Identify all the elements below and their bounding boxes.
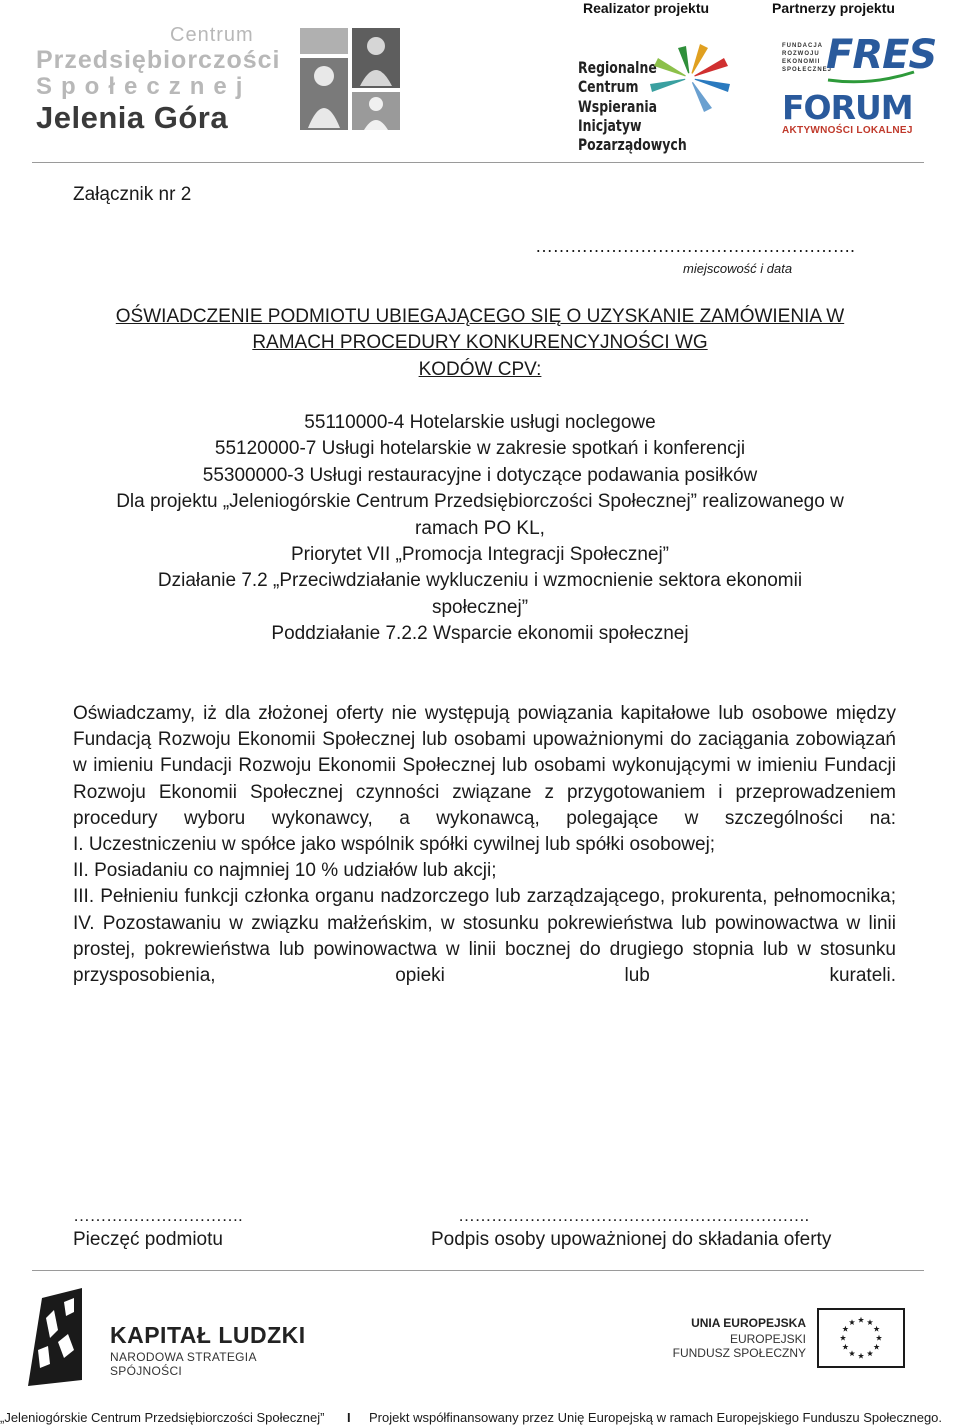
cps-logo-line2: Przedsiębiorczości: [36, 46, 281, 74]
statement-paragraph: Oświadczamy, iż dla złożonej oferty nie występują powiązania kapitałowe lub osobowe między Fundacją Rozwoju Ekonomii Społecznej lub osobami upoważnionymi do zaciągania zobowiązań w imieniu Fundacji Rozwoju Ekonomii Społecznej lub osobami wykonującymi w imieniu Fundacji Rozwoju Ekonomii Społecznej czynności związane z przygotowaniem i przeprowadzeniem procedury wyboru wykonawcy, a wykonawcą, polegające w szczególności na:: [73, 703, 896, 829]
place-date-label: miejscowość i data: [683, 261, 793, 276]
footer-separator: I: [347, 1410, 351, 1425]
statement-block: [73, 701, 896, 989]
fres-big: FRES: [826, 32, 937, 78]
cps-logo-line3: Społecznej: [36, 73, 252, 100]
fres-logo: [782, 32, 937, 88]
cps-logo-line1: Centrum: [170, 24, 254, 46]
cpv-line-3: 55300000-3 Usługi restauracyjne i dotyczące podawania posiłków: [202, 465, 758, 486]
priority-line: Priorytet VII „Promocja Integracji Społecznej”: [290, 544, 670, 565]
stamp-label: Pieczęć podmiotu: [73, 1229, 223, 1250]
fres-small2: ROZWOJU: [782, 51, 820, 57]
item-2: II. Posiadaniu co najmniej 10 % udziałów lub akcji;: [73, 860, 497, 882]
kl-subtitle: NARODOWA STRATEGIA SPÓJNOŚCI: [110, 1350, 257, 1378]
footer-cofinanced: Projekt współfinansowany przez Unię Europejską w ramach Europejskiego Funduszu Społecznego.: [369, 1410, 943, 1425]
fres-small3: EKONOMII: [782, 59, 821, 65]
fres-small4: SPOŁECZNEJ: [782, 67, 833, 73]
action-line-2: społecznej”: [431, 597, 529, 618]
subaction-line: Poddziałanie 7.2.2 Wsparcie ekonomii społecznej: [271, 623, 689, 644]
cpv-line-2: 55120000-7 Usługi hotelarskie w zakresie spotkań i konferencji: [214, 438, 746, 459]
cps-logo: [36, 24, 406, 136]
forum-sub: AKTYWNOŚCI LOKALNEJ: [782, 125, 913, 136]
rcwip-line1: Regionalne: [578, 58, 657, 77]
partnerzy-label: Partnerzy projektu: [772, 0, 895, 16]
ue-title: UNIA EUROPEJSKA: [691, 1316, 806, 1330]
title-line-3: KODÓW CPV:: [418, 359, 542, 380]
item-1: I. Uczestniczeniu w spółce jako wspólnik spółki cywilnej lub spółki osobowej;: [73, 834, 716, 856]
place-date-dots: ……………………………………………….: [535, 236, 855, 256]
project-line-1: Dla projektu „Jeleniogórskie Centrum Przedsiębiorczości Społecznej” realizowanego w: [116, 491, 844, 512]
ue-line2: EUROPEJSKI: [729, 1332, 806, 1346]
signature-dots: ……………………………………………………….: [458, 1206, 809, 1225]
fres-small1: FUNDACJA: [782, 43, 823, 49]
stamp-dots: ………………………….: [73, 1206, 243, 1225]
attachment-label: Załącznik nr 2: [73, 184, 192, 205]
rcwip-logo: [578, 44, 738, 154]
action-line-1: Działanie 7.2 „Przeciwdziałanie wykluczeniu i wzmocnienie sektora ekonomii: [157, 570, 803, 591]
forum-logo: [782, 88, 922, 138]
rcwip-line3: Wspierania: [578, 97, 658, 116]
kl-title: KAPITAŁ LUDZKI: [110, 1322, 306, 1348]
footer-divider: [32, 1270, 924, 1271]
cps-logo-line4: Jelenia Góra: [36, 100, 229, 135]
ue-line3: FUNDUSZ SPOŁECZNY: [672, 1346, 806, 1360]
fres-swoosh-icon: [826, 70, 916, 84]
project-line-2: ramach PO KL,: [415, 518, 545, 539]
footer-project-name: „Jeleniogórskie Centrum Przedsiębiorczości Społecznej”: [0, 1410, 325, 1425]
header-divider: [32, 162, 924, 163]
forum-big: FORUM: [782, 88, 913, 127]
rcwip-line4: Inicjatyw Pozarządowych: [578, 116, 687, 154]
item-3: III. Pełnieniu funkcji członka organu nadzorczego lub zarządzającego, prokurenta, pełnomocnika;: [73, 886, 896, 908]
title-line-1: OŚWIADCZENIE PODMIOTU UBIEGAJĄCEGO SIĘ O UZYSKANIE ZAMÓWIENIA W: [115, 306, 845, 327]
signature-label: Podpis osoby upoważnionej do składania oferty: [431, 1229, 832, 1250]
rcwip-burst-icon: [648, 44, 732, 114]
cps-people-icon: [298, 28, 402, 132]
kl-people-icon: [24, 1288, 86, 1386]
cpv-line-1: 55110000-4 Hotelarskie usługi noclegowe: [304, 412, 656, 433]
kapital-ludzki-logo: [24, 1288, 324, 1388]
ue-logo: [672, 1308, 908, 1370]
item-4: IV. Pozostawaniu w związku małżeńskim, w stosunku pokrewieństwa lub powinowactwa w linii prostej, pokrewieństwa lub powinowactwa w linii bocznej do drugiego stopnia lub w stosunku przysposobienia, opieki lub kurateli.: [73, 912, 896, 987]
title-line-2: RAMACH PROCEDURY KONKURENCYJNOŚCI WG: [252, 332, 708, 353]
realizator-label: Realizator projektu: [583, 0, 710, 16]
rcwip-line2: Centrum: [578, 77, 639, 96]
eu-flag-icon: [817, 1308, 905, 1368]
